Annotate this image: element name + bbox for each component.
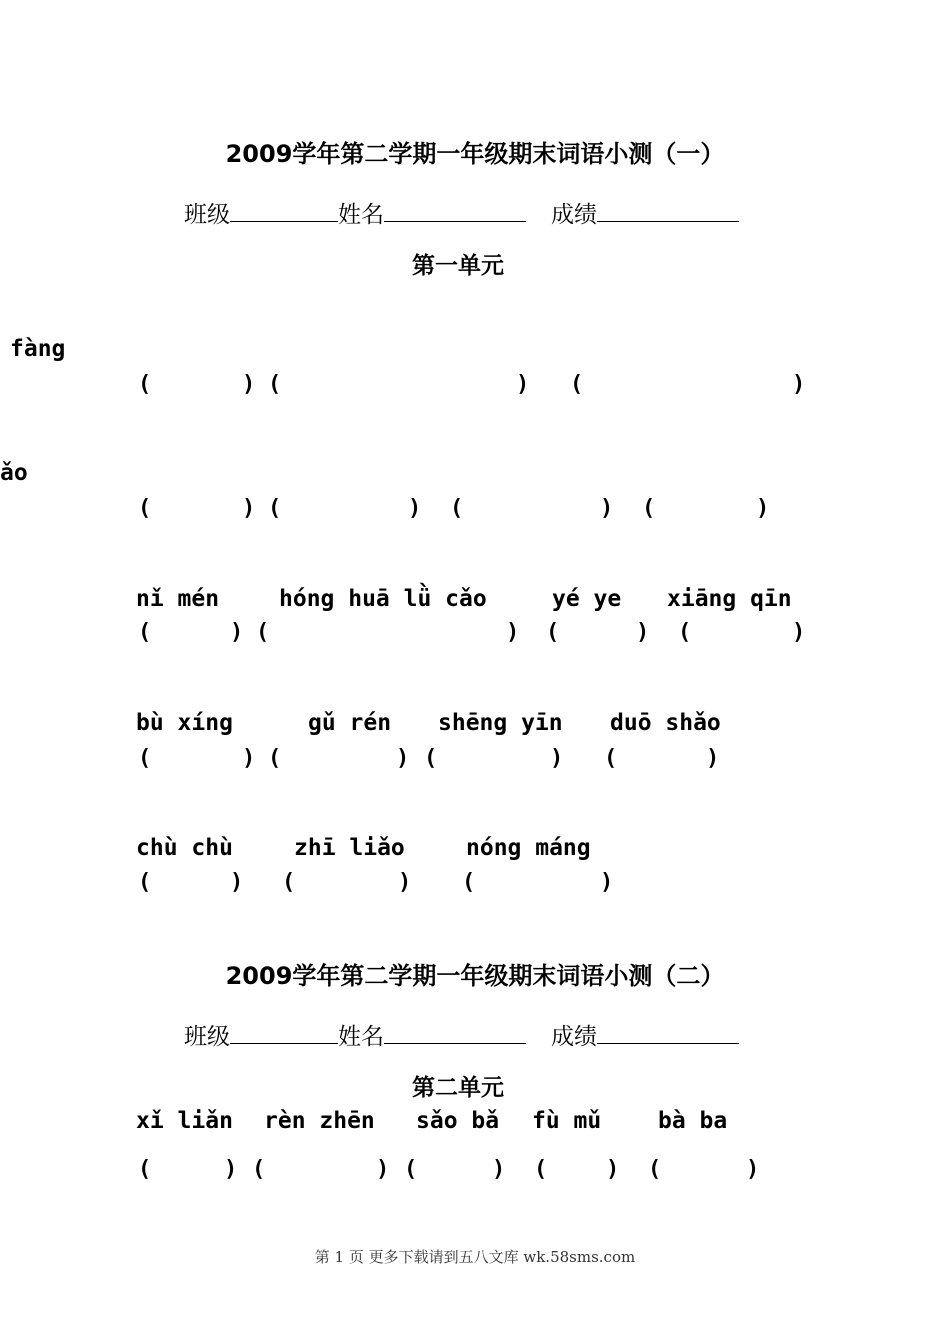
answer-open-paren: ( bbox=[678, 620, 692, 645]
pinyin-word: xǐ liǎn bbox=[136, 1108, 233, 1134]
answer-close-paren: ) bbox=[230, 870, 244, 895]
class-blank[interactable] bbox=[230, 201, 338, 222]
unit-2-heading: 第二单元 bbox=[412, 1075, 504, 1101]
name-label: 姓名 bbox=[338, 1024, 384, 1050]
pinyin-word: fàng bbox=[10, 336, 66, 362]
answer-close-paren: ) bbox=[636, 620, 650, 645]
answer-close-paren: ) bbox=[242, 496, 256, 521]
answer-open-paren: ( bbox=[404, 1157, 418, 1182]
score-blank[interactable] bbox=[597, 1023, 739, 1044]
pinyin-word: nǐ mén bbox=[136, 586, 220, 612]
answer-open-paren: ( bbox=[534, 1157, 548, 1182]
quiz-1-info-line bbox=[184, 196, 739, 229]
answer-close-paren: ) bbox=[600, 496, 614, 521]
answer-open-paren: ( bbox=[138, 496, 152, 521]
answer-open-paren: ( bbox=[648, 1157, 662, 1182]
answer-open-paren: ( bbox=[424, 746, 438, 771]
answer-close-paren: ) bbox=[408, 496, 422, 521]
answer-open-paren: ( bbox=[268, 496, 282, 521]
score-label: 成绩 bbox=[551, 202, 597, 228]
answer-open-paren: ( bbox=[252, 1157, 266, 1182]
quiz-2-title: 2009学年第二学期一年级期末词语小测（二） bbox=[225, 962, 725, 990]
pinyin-word: hóng huā lǜ cǎo bbox=[279, 586, 487, 612]
answer-open-paren: ( bbox=[138, 620, 152, 645]
answer-close-paren: ) bbox=[230, 620, 244, 645]
pinyin-word: rèn zhēn bbox=[264, 1108, 375, 1134]
pinyin-word: yé ye bbox=[552, 586, 622, 612]
answer-close-paren: ) bbox=[550, 746, 564, 771]
answer-close-paren: ) bbox=[706, 746, 720, 771]
answer-open-paren: ( bbox=[268, 372, 282, 397]
pinyin-word: shēng yīn bbox=[438, 710, 563, 736]
answer-close-paren: ) bbox=[396, 746, 410, 771]
name-blank[interactable] bbox=[384, 201, 526, 222]
pinyin-word: sǎo bǎ bbox=[416, 1108, 500, 1134]
pinyin-word: bà ba bbox=[658, 1108, 728, 1134]
name-label: 姓名 bbox=[338, 202, 384, 228]
answer-close-paren: ) bbox=[792, 372, 806, 397]
answer-open-paren: ( bbox=[570, 372, 584, 397]
unit-1-heading: 第一单元 bbox=[412, 253, 504, 279]
pinyin-word: gǔ rén bbox=[308, 710, 392, 736]
answer-close-paren: ) bbox=[516, 372, 530, 397]
quiz-2-info-line bbox=[184, 1018, 739, 1051]
answer-close-paren: ) bbox=[492, 1157, 506, 1182]
pinyin-word: zhī liǎo bbox=[294, 835, 405, 861]
score-blank[interactable] bbox=[597, 201, 739, 222]
answer-close-paren: ) bbox=[242, 746, 256, 771]
answer-open-paren: ( bbox=[138, 870, 152, 895]
answer-open-paren: ( bbox=[256, 620, 270, 645]
answer-close-paren: ) bbox=[376, 1157, 390, 1182]
name-blank[interactable] bbox=[384, 1023, 526, 1044]
answer-open-paren: ( bbox=[604, 746, 618, 771]
answer-open-paren: ( bbox=[138, 372, 152, 397]
answer-open-paren: ( bbox=[282, 870, 296, 895]
answer-open-paren: ( bbox=[642, 496, 656, 521]
answer-open-paren: ( bbox=[138, 1157, 152, 1182]
pinyin-word: xiāng qīn bbox=[667, 586, 792, 612]
answer-open-paren: ( bbox=[462, 870, 476, 895]
answer-open-paren: ( bbox=[268, 746, 282, 771]
answer-close-paren: ) bbox=[746, 1157, 760, 1182]
quiz-1-title: 2009学年第二学期一年级期末词语小测（一） bbox=[225, 140, 725, 168]
pinyin-word: duō shǎo bbox=[610, 710, 721, 736]
answer-open-paren: ( bbox=[546, 620, 560, 645]
answer-close-paren: ) bbox=[792, 620, 806, 645]
answer-close-paren: ) bbox=[398, 870, 412, 895]
pinyin-word: ǎo bbox=[0, 460, 28, 486]
pinyin-word: chù chù bbox=[136, 835, 233, 861]
answer-close-paren: ) bbox=[606, 1157, 620, 1182]
answer-close-paren: ) bbox=[506, 620, 520, 645]
class-label: 班级 bbox=[184, 202, 230, 228]
page-footer: 第 1 页 更多下载请到五八文库 wk.58sms.com bbox=[314, 1248, 636, 1266]
answer-close-paren: ) bbox=[224, 1157, 238, 1182]
class-blank[interactable] bbox=[230, 1023, 338, 1044]
answer-open-paren: ( bbox=[450, 496, 464, 521]
pinyin-word: fù mǔ bbox=[532, 1108, 602, 1134]
pinyin-word: nóng máng bbox=[466, 835, 591, 861]
pinyin-word: bù xíng bbox=[136, 710, 233, 736]
answer-close-paren: ) bbox=[242, 372, 256, 397]
answer-open-paren: ( bbox=[138, 746, 152, 771]
score-label: 成绩 bbox=[551, 1024, 597, 1050]
answer-close-paren: ) bbox=[756, 496, 770, 521]
class-label: 班级 bbox=[184, 1024, 230, 1050]
answer-close-paren: ) bbox=[600, 870, 614, 895]
